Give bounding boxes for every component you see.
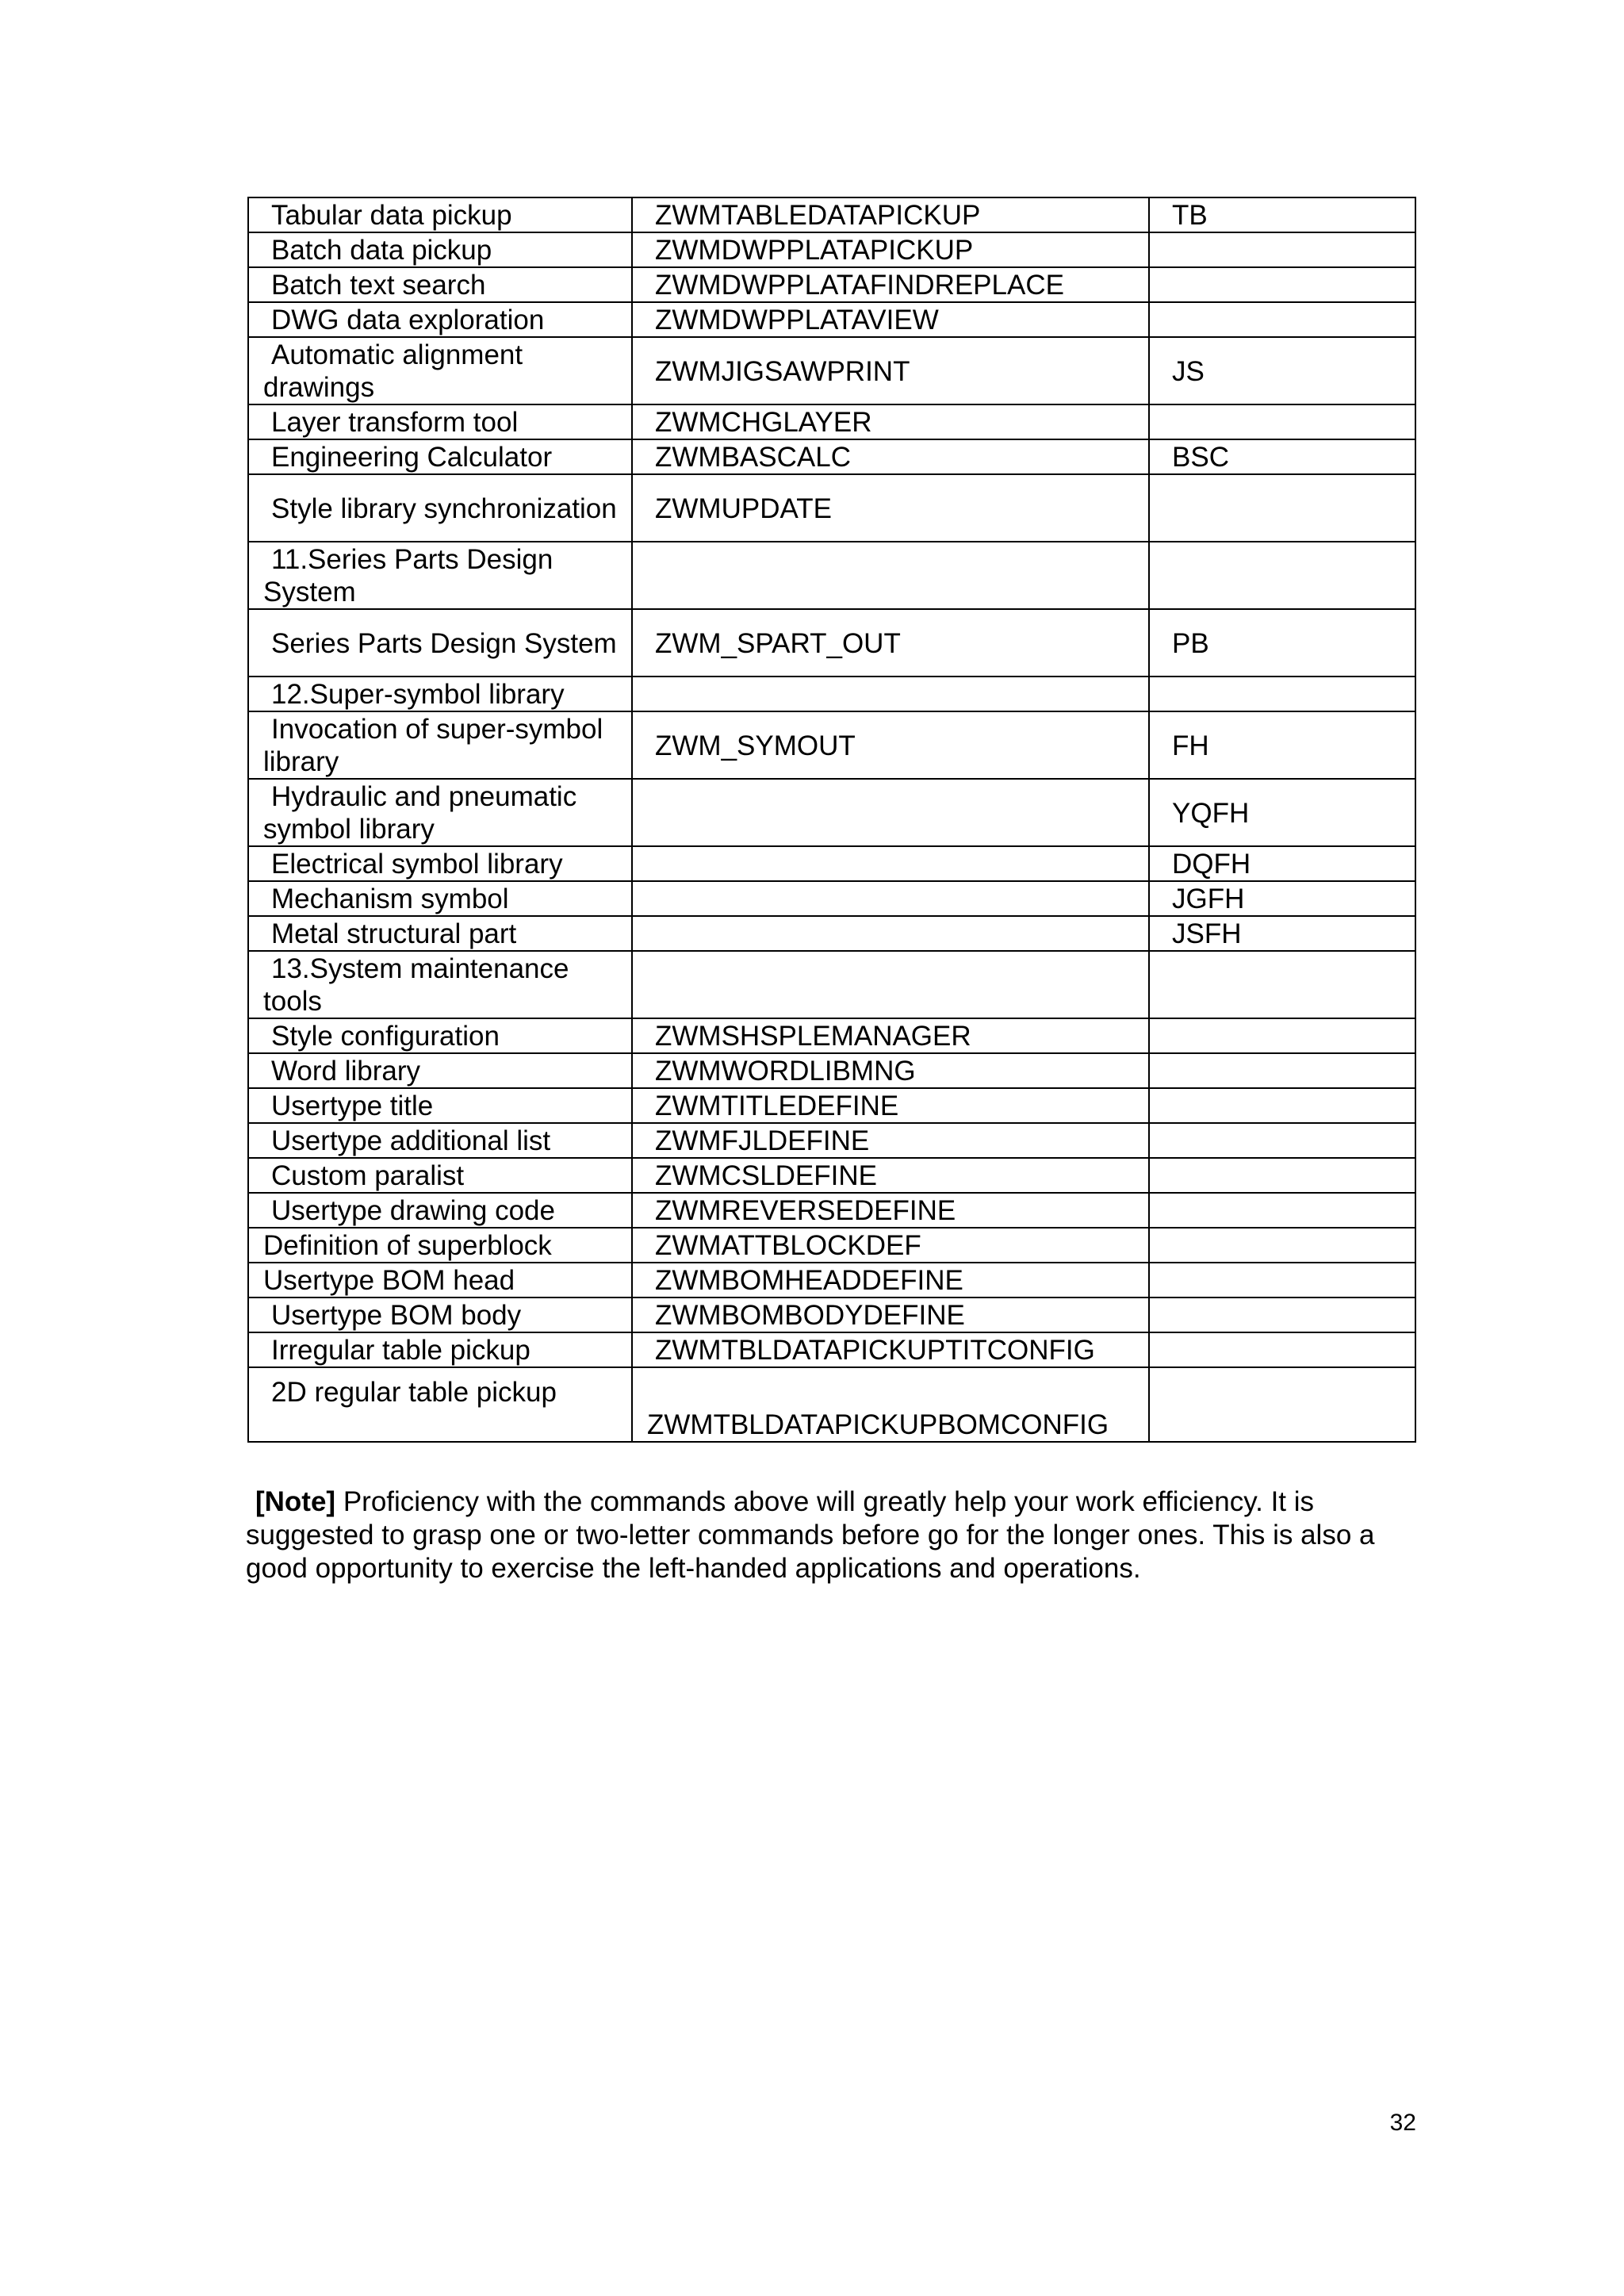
command-table-body xyxy=(248,197,1415,1442)
feature-name-cell: Style library synchronization xyxy=(248,474,632,542)
command-cell: ZWMUPDATE xyxy=(632,474,1149,542)
shortcut-cell xyxy=(1149,302,1415,337)
shortcut-cell xyxy=(1149,404,1415,439)
feature-name-cell: Custom paralist xyxy=(248,1158,632,1193)
feature-name-cell: Metal structural part xyxy=(248,916,632,951)
feature-name-cell: Usertype additional list xyxy=(248,1123,632,1158)
page-number: 32 xyxy=(1389,2110,1416,2136)
shortcut-cell xyxy=(1149,1332,1415,1367)
shortcut-cell xyxy=(1149,542,1415,609)
command-cell xyxy=(632,677,1149,711)
feature-name-cell: Mechanism symbol xyxy=(248,881,632,916)
command-cell xyxy=(632,916,1149,951)
shortcut-cell: JS xyxy=(1149,337,1415,404)
feature-name-cell: Definition of superblock xyxy=(248,1228,632,1263)
section-heading-cell: 13.System maintenance tools xyxy=(248,951,632,1018)
feature-name-cell: Irregular table pickup xyxy=(248,1332,632,1367)
feature-name-cell: Electrical symbol library xyxy=(248,846,632,881)
table-row xyxy=(248,881,1415,916)
command-cell: ZWM_SPART_OUT xyxy=(632,609,1149,677)
shortcut-cell: BSC xyxy=(1149,439,1415,474)
table-row xyxy=(248,916,1415,951)
shortcut-cell: JSFH xyxy=(1149,916,1415,951)
shortcut-cell: JGFH xyxy=(1149,881,1415,916)
shortcut-cell xyxy=(1149,1193,1415,1228)
command-table xyxy=(247,197,1416,1443)
command-cell xyxy=(632,881,1149,916)
table-row xyxy=(248,1193,1415,1228)
command-cell: ZWMTBLDATAPICKUPTITCONFIG xyxy=(632,1332,1149,1367)
shortcut-cell xyxy=(1149,1263,1415,1297)
command-cell: ZWMCHGLAYER xyxy=(632,404,1149,439)
shortcut-cell: FH xyxy=(1149,711,1415,779)
command-cell: ZWMFJLDEFINE xyxy=(632,1123,1149,1158)
feature-name-cell: Batch data pickup xyxy=(248,232,632,267)
table-row xyxy=(248,1367,1415,1442)
shortcut-cell xyxy=(1149,1158,1415,1193)
feature-name-cell: Word library xyxy=(248,1053,632,1088)
table-row xyxy=(248,846,1415,881)
command-cell: ZWMDWPPLATAFINDREPLACE xyxy=(632,267,1149,302)
table-row xyxy=(248,1053,1415,1088)
table-row xyxy=(248,1228,1415,1263)
note-label: [Note] xyxy=(255,1486,336,1517)
feature-name-cell: Batch text search xyxy=(248,267,632,302)
table-row xyxy=(248,232,1415,267)
table-row xyxy=(248,1018,1415,1053)
note-text: Proficiency with the commands above will greatly help your work efficiency. It is suggested to grasp one or two-letter commands before go for the longer ones. This is also a good opportunity to exercise the left-handed applications and operations. xyxy=(246,1486,1375,1584)
table-row xyxy=(248,337,1415,404)
feature-name-cell: Tabular data pickup xyxy=(248,197,632,232)
table-row xyxy=(248,302,1415,337)
table-section-row xyxy=(248,542,1415,609)
table-row xyxy=(248,711,1415,779)
shortcut-cell: DQFH xyxy=(1149,846,1415,881)
command-cell xyxy=(632,542,1149,609)
table-row xyxy=(248,197,1415,232)
feature-name-cell: Invocation of super-symbol library xyxy=(248,711,632,779)
feature-name-cell: 2D regular table pickup xyxy=(248,1367,632,1442)
table-row xyxy=(248,474,1415,542)
command-cell xyxy=(632,951,1149,1018)
command-cell: ZWMDWPPLATAPICKUP xyxy=(632,232,1149,267)
table-section-row xyxy=(248,951,1415,1018)
table-row xyxy=(248,1263,1415,1297)
table-row xyxy=(248,1332,1415,1367)
command-cell: ZWMATTBLOCKDEF xyxy=(632,1228,1149,1263)
command-cell: ZWM_SYMOUT xyxy=(632,711,1149,779)
shortcut-cell xyxy=(1149,474,1415,542)
shortcut-cell: TB xyxy=(1149,197,1415,232)
shortcut-cell xyxy=(1149,1367,1415,1442)
shortcut-cell: YQFH xyxy=(1149,779,1415,846)
feature-name-cell: Usertype title xyxy=(248,1088,632,1123)
command-cell: ZWMCSLDEFINE xyxy=(632,1158,1149,1193)
section-heading-cell: 12.Super-symbol library xyxy=(248,677,632,711)
table-section-row xyxy=(248,677,1415,711)
table-row xyxy=(248,267,1415,302)
command-cell: ZWMSHSPLEMANAGER xyxy=(632,1018,1149,1053)
feature-name-cell: Usertype BOM head xyxy=(248,1263,632,1297)
command-cell: ZWMTITLEDEFINE xyxy=(632,1088,1149,1123)
shortcut-cell xyxy=(1149,677,1415,711)
section-heading-cell: 11.Series Parts Design System xyxy=(248,542,632,609)
command-cell xyxy=(632,846,1149,881)
note-paragraph xyxy=(246,1485,1419,1585)
feature-name-cell: DWG data exploration xyxy=(248,302,632,337)
feature-name-cell: Series Parts Design System xyxy=(248,609,632,677)
feature-name-cell: Usertype drawing code xyxy=(248,1193,632,1228)
command-cell xyxy=(632,779,1149,846)
command-cell: ZWMDWPPLATAVIEW xyxy=(632,302,1149,337)
table-row xyxy=(248,404,1415,439)
table-row xyxy=(248,609,1415,677)
command-cell: ZWMREVERSEDEFINE xyxy=(632,1193,1149,1228)
shortcut-cell xyxy=(1149,1053,1415,1088)
shortcut-cell xyxy=(1149,951,1415,1018)
shortcut-cell xyxy=(1149,267,1415,302)
shortcut-cell xyxy=(1149,1018,1415,1053)
feature-name-cell: Layer transform tool xyxy=(248,404,632,439)
feature-name-cell: Automatic alignment drawings xyxy=(248,337,632,404)
command-cell: ZWMJIGSAWPRINT xyxy=(632,337,1149,404)
command-cell: ZWMBASCALC xyxy=(632,439,1149,474)
shortcut-cell: PB xyxy=(1149,609,1415,677)
shortcut-cell xyxy=(1149,1123,1415,1158)
feature-name-cell: Usertype BOM body xyxy=(248,1297,632,1332)
command-cell: ZWMTABLEDATAPICKUP xyxy=(632,197,1149,232)
command-cell: ZWMTBLDATAPICKUPBOMCONFIG xyxy=(632,1367,1149,1442)
command-cell: ZWMBOMHEADDEFINE xyxy=(632,1263,1149,1297)
table-row xyxy=(248,439,1415,474)
command-cell: ZWMWORDLIBMNG xyxy=(632,1053,1149,1088)
command-cell: ZWMBOMBODYDEFINE xyxy=(632,1297,1149,1332)
table-row xyxy=(248,1297,1415,1332)
table-row xyxy=(248,1088,1415,1123)
table-row xyxy=(248,1158,1415,1193)
shortcut-cell xyxy=(1149,232,1415,267)
shortcut-cell xyxy=(1149,1228,1415,1263)
feature-name-cell: Hydraulic and pneumatic symbol library xyxy=(248,779,632,846)
shortcut-cell xyxy=(1149,1297,1415,1332)
table-row xyxy=(248,779,1415,846)
shortcut-cell xyxy=(1149,1088,1415,1123)
feature-name-cell: Style configuration xyxy=(248,1018,632,1053)
table-row xyxy=(248,1123,1415,1158)
feature-name-cell: Engineering Calculator xyxy=(248,439,632,474)
